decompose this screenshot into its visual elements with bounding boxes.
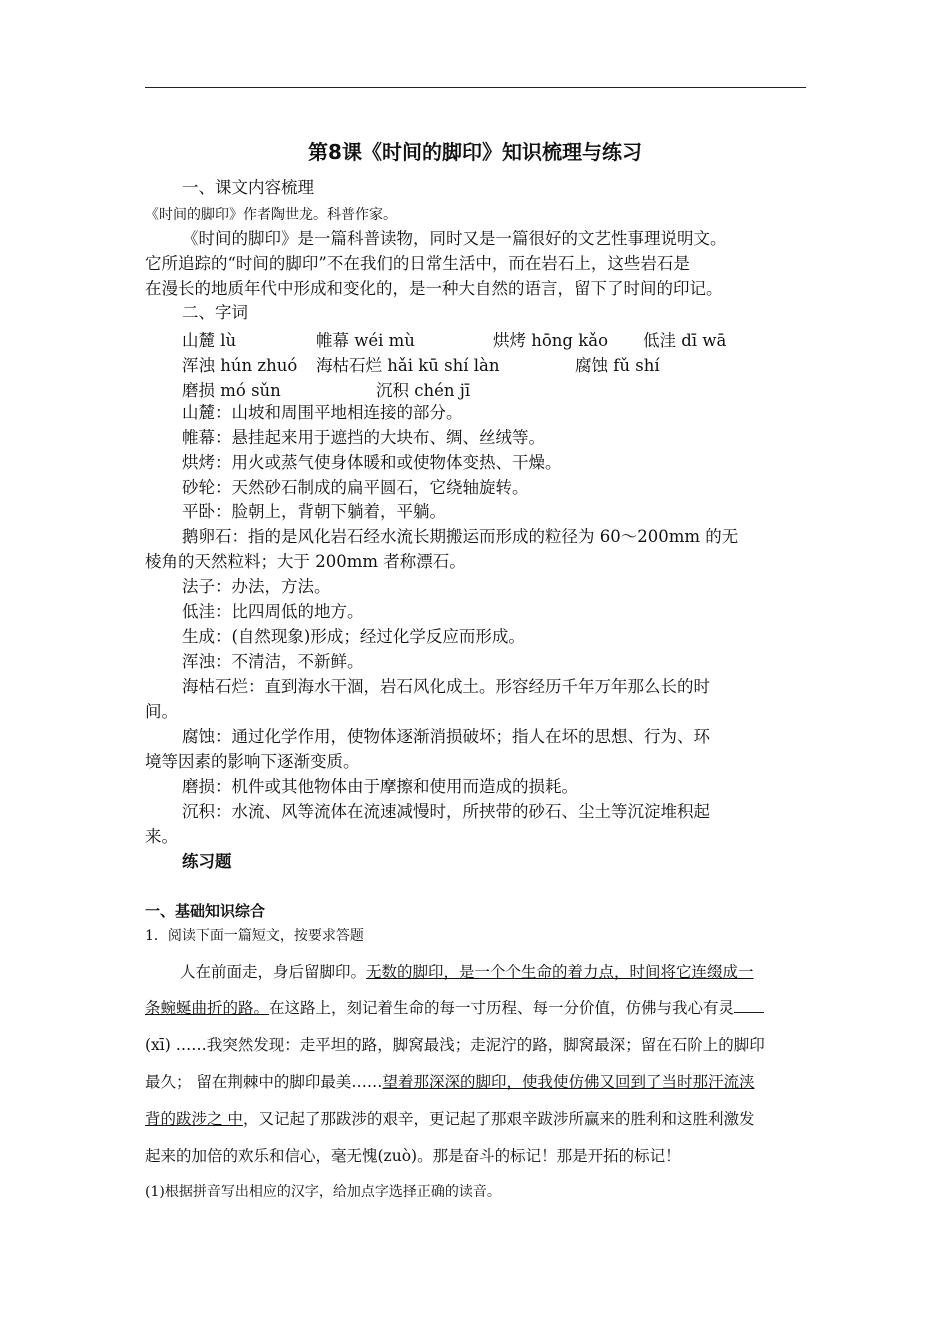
fill-in-blank[interactable] [734, 998, 764, 1013]
vocab-word: 帷幕 wéi mù [316, 331, 415, 350]
vocab-word: 低洼 dī wā [643, 331, 727, 350]
passage-line [145, 997, 764, 1019]
definition: 砂轮：天然砂石制成的扁平圆石，它绕轴旋转。 [182, 478, 529, 497]
vocab-word: 山麓 lù [182, 331, 237, 350]
definition: 烘烤：用火或蒸气使身体暖和或使物体变热、干燥。 [182, 453, 562, 472]
vocab-word: 磨损 mó sǔn [182, 381, 281, 400]
definition: 山麓：山坡和周围平地相连接的部分。 [182, 403, 463, 422]
definition: 沉积：水流、风等流体在流速减慢时，所挟带的砂石、尘土等沉淀堆积起 [182, 802, 710, 821]
definition: 平卧：脸朝上，背朝下躺着，平躺。 [182, 502, 446, 521]
definition: 帷幕：悬挂起来用于遮挡的大块布、绸、丝绒等。 [182, 428, 545, 447]
definition: 生成：(自然现象)形成；经过化学反应而形成。 [182, 627, 525, 646]
header-rule [145, 87, 806, 88]
vocab-word: 烘烤 hōng kǎo [493, 331, 609, 350]
definition: 鹅卵石：指的是风化岩石经水流长期搬运而形成的粒径为 60～200mm 的无 [182, 527, 739, 546]
definition: 海枯石烂：直到海水干涸，岩石风化成土。形容经历千年万年那么长的时 [182, 677, 710, 696]
question-1: 1．阅读下面一篇短文，按要求答题 [145, 928, 364, 944]
practice-heading: 练习题 [182, 852, 232, 871]
sub-question-1: (1)根据拼音写出相应的汉字，给加点字选择正确的读音。 [145, 1184, 501, 1200]
passage-text: 最久； 留在荆棘中的脚印最美…… [145, 1073, 383, 1091]
definition: 棱角的天然粒料；大于 200mm 者称漂石。 [145, 552, 466, 571]
definition: 间。 [145, 702, 178, 721]
section-heading-words: 二、字词 [182, 303, 248, 322]
definition: 来。 [145, 827, 178, 846]
passage-line [180, 961, 754, 983]
passage-line [145, 1108, 754, 1130]
author-line: 《时间的脚印》作者陶世龙。科普作家。 [145, 207, 397, 223]
definition: 境等因素的影响下逐渐变质。 [145, 752, 360, 771]
vocab-word: 海枯石烂 hǎi kū shí làn [316, 356, 500, 375]
intro-paragraph-line: 它所追踪的“时间的脚印”不在我们的日常生活中，而在岩石上，这些岩石是 [145, 254, 690, 273]
definition: 浑浊：不清洁，不新鲜。 [182, 652, 364, 671]
definition: 腐蚀：通过化学作用，使物体逐渐消损破坏；指人在坏的思想、行为、环 [182, 727, 710, 746]
passage-underlined: 背的跋涉之 中 [145, 1110, 243, 1128]
sub-heading-basics: 一、基础知识综合 [145, 902, 266, 920]
intro-paragraph-line: 《时间的脚印》是一篇科普读物，同时又是一篇很好的文艺性事理说明文。 [182, 229, 727, 248]
passage-line: (xī) ……我突然发现：走平坦的路，脚窝最浅；走泥泞的路，脚窝最深；留在石阶上的脚印 [145, 1036, 765, 1054]
passage-underlined: 望着那深深的脚印，使我使仿佛又回到了当时那汗流浃 [382, 1073, 755, 1091]
passage-line [145, 1071, 754, 1093]
section-heading-content: 一、课文内容梳理 [182, 178, 314, 197]
vocab-word: 腐蚀 fǔ shí [575, 356, 660, 375]
passage-line: 起来的加倍的欢乐和信心，毫无愧(zuò)。那是奋斗的标记！那是开拓的标记！ [145, 1147, 681, 1165]
passage-underlined: 无数的脚印，是一个个生命的着力点，时间将它连缀成一 [366, 963, 754, 981]
passage-underlined: 条蜿蜒曲折的路。 [145, 999, 270, 1017]
vocab-word: 沉积 chén jī [376, 381, 471, 400]
page-title: 第8课《时间的脚印》知识梳理与练习 [308, 140, 642, 164]
vocab-word: 浑浊 hún zhuó [182, 356, 298, 375]
intro-paragraph-line: 在漫长的地质年代中形成和变化的，是一种大自然的语言，留下了时间的印记。 [145, 279, 723, 298]
definition: 法子：办法，方法。 [182, 577, 331, 596]
definition: 磨损：机件或其他物体由于摩擦和使用而造成的损耗。 [182, 777, 578, 796]
passage-text: 人在前面走，身后留脚印。 [180, 963, 367, 981]
passage-text: ，又记起了那跋涉的艰辛，更记起了那艰辛跋涉所赢来的胜利和这胜利激发 [242, 1110, 755, 1128]
definition: 低洼：比四周低的地方。 [182, 602, 364, 621]
passage-text: 在这路上，刻记着生命的每一寸历程、每一分价值，仿佛与我心有灵 [269, 999, 735, 1017]
